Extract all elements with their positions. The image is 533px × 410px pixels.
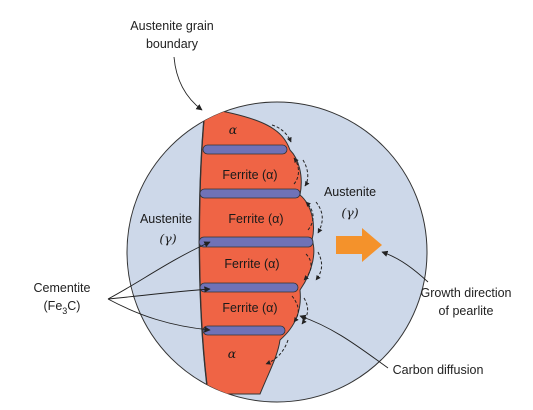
cementite-plate bbox=[200, 283, 298, 292]
austenite-left-label: Austenite bbox=[139, 212, 193, 226]
ferrite-label: Ferrite (α) bbox=[222, 301, 278, 315]
cementite-formula: $(Fe_3C)$ bbox=[43, 299, 81, 316]
carbon-diffusion-label: Carbon diffusion bbox=[392, 363, 484, 377]
austenite-right-gamma: (γ) bbox=[341, 205, 359, 220]
ferrite-label: Ferrite (α) bbox=[224, 257, 280, 271]
cementite-plate bbox=[199, 237, 313, 247]
grain-boundary-label-line2: boundary bbox=[145, 37, 199, 51]
cementite-label: Cementite bbox=[33, 281, 91, 295]
ferrite-label: Ferrite (α) bbox=[228, 212, 284, 226]
growth-direction-label: Growth direction bbox=[420, 286, 512, 300]
austenite-left-gamma: (γ) bbox=[159, 231, 177, 246]
alpha-label-top: α bbox=[228, 122, 238, 137]
cementite-plate bbox=[200, 189, 300, 198]
austenite-right-label: Austenite bbox=[323, 185, 377, 199]
ferrite-label: Ferrite (α) bbox=[222, 168, 278, 182]
alpha-label-bottom: α bbox=[227, 346, 237, 361]
growth-direction-label-line2: of pearlite bbox=[438, 304, 494, 318]
cementite-plate bbox=[203, 326, 285, 335]
grain-boundary-label: Austenite grain bbox=[130, 19, 214, 33]
cementite-plate bbox=[203, 145, 287, 154]
grain-boundary-leader bbox=[174, 57, 202, 110]
